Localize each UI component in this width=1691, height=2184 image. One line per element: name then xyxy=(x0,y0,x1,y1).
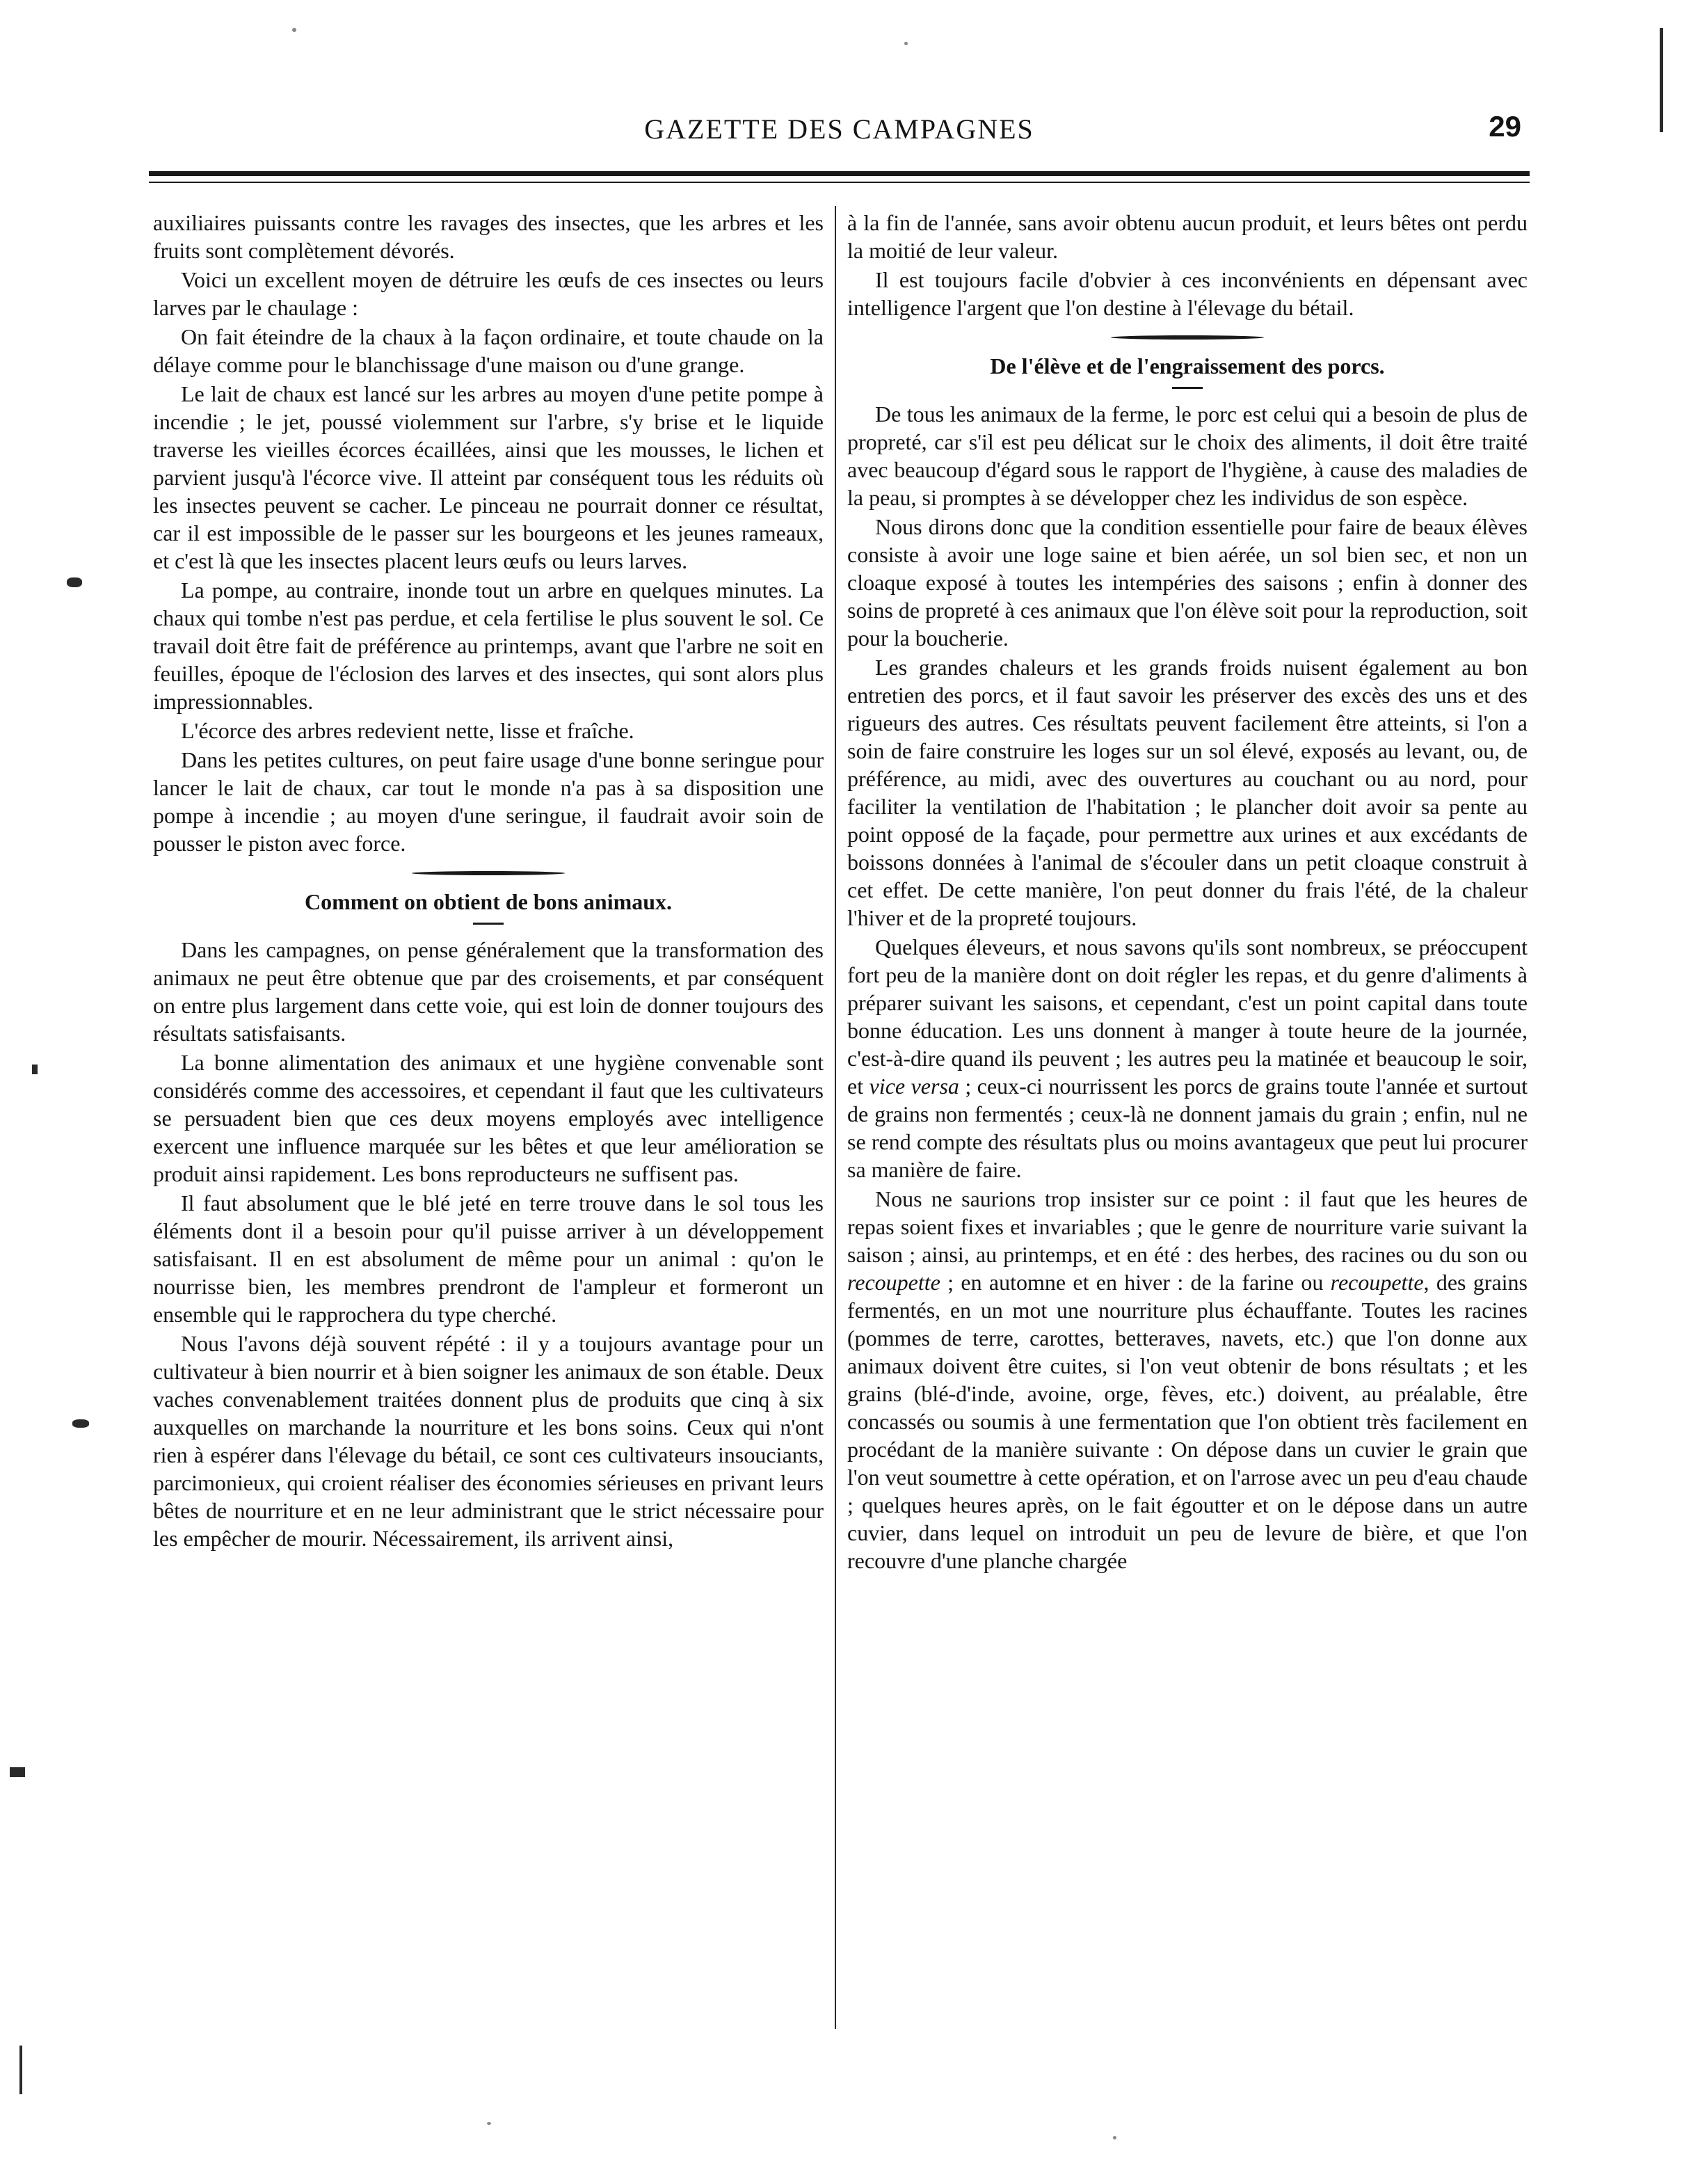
column-divider xyxy=(835,206,836,2029)
scan-blot xyxy=(10,1767,25,1777)
scan-speckle xyxy=(1113,2136,1116,2139)
scan-blot xyxy=(67,577,82,587)
publication-title: GAZETTE DES CAMPAGNES xyxy=(644,113,1034,145)
scan-speckle xyxy=(487,2122,491,2125)
section-heading: De l'élève et de l'engraissement des porcs. xyxy=(990,353,1385,378)
left-column xyxy=(153,209,824,1554)
paragraph: De tous les animaux de la ferme, le porc est celui qui a besoin de plus de propreté, car s'il est peu délicat sur le choix des aliments, il doit être traité avec beaucoup d'égard sous le rapport de l'hygiène, à cause des maladies de la peau, si promptes à se développer chez les individus de son espèce. xyxy=(847,401,1528,510)
paragraph: Il est toujours facile d'obvier à ces inconvénients en dépensant avec intelligence l'argent que l'on destine à l'élevage du bétail. xyxy=(847,267,1528,320)
paragraph: Dans les campagnes, on pense généralement que la transformation des animaux ne peut être obtenue que par des croisements, et par conséquent on entre plus largement dans cette voie, qui est loin de donner toujours des résultats satisfaisants. xyxy=(153,937,824,1046)
italic-text: vice versa xyxy=(869,1074,959,1099)
text-run: Nous ne saurions trop insister sur ce point : il faut que les heures de repas soient fixes et invariables ; que le genre de nourriture varie suivant la saison ; ainsi, au printemps, et en été : des herbes, des racines ou du son ou xyxy=(847,1186,1528,1267)
section-heading: Comment on obtient de bons animaux. xyxy=(304,889,673,914)
page-number: 29 xyxy=(1489,110,1521,143)
scan-blot xyxy=(32,1065,38,1074)
italic-text: recoupette xyxy=(1330,1270,1424,1295)
text-run: ; en automne et en hiver : de la farine ou xyxy=(940,1270,1331,1295)
header-rule-thin xyxy=(149,182,1530,183)
section-separator xyxy=(153,871,824,875)
paragraph: L'écorce des arbres redevient nette, lisse et fraîche. xyxy=(181,718,634,743)
paragraph: La bonne alimentation des animaux et une hygiène convenable sont considérés comme des accessoires, et cependant il faut que les cultivateurs se persuadent bien que ces deux moyens employés avec intelligence exercent une influence marquée sur les bêtes et que leur amélioration se produit ainsi rapidement. Les bons reproducteurs ne suffisent pas. xyxy=(153,1050,824,1186)
text-run: ; ceux-ci nourrissent les porcs de grains toute l'année et surtout de grains non fermentés ; ceux-là ne donnent jamais du grain ; enfin, nul ne se rend compte des résultats plus ou moins avantageux que peut lui procurer sa manière de faire. xyxy=(847,1074,1528,1182)
paragraph: Nous l'avons déjà souvent répété : il y a toujours avantage pour un cultivateur à bien nourrir et à bien soigner les animaux de son étable. Deux vaches convenablement traitées donnent plus de produits que cinq à six auxquelles on marchande la nourriture et les bons soins. Ceux qui n'ont rien à espérer dans l'élevage du bétail, ce sont ces cultivateurs insouciants, parcimonieux, qui croient réaliser des économies sérieuses en privant leurs bêtes de nourriture et en ne leur administrant que le strict nécessaire pour les empêcher de mourir. Nécessairement, ils arrivent ainsi, xyxy=(153,1331,824,1551)
scan-edge-mark xyxy=(19,2046,22,2094)
paragraph: La pompe, au contraire, inonde tout un arbre en quelques minutes. La chaux qui tombe n'est pas perdue, et cela fertilise le plus souvent le sol. Ce travail doit être fait de préférence au printemps, avant que l'arbre ne soit en feuilles, époque de l'éclosion des larves et des insectes, qui sont alors plus impressionnables. xyxy=(153,577,824,714)
scan-edge-mark xyxy=(1660,28,1663,132)
text-run: , des grains fermentés, en un mot une nourriture plus échauffante. Toutes les racines (pommes de terre, carottes, betteraves, navets, etc.) que l'on donne aux animaux doivent être cuites, si l'on veut obtenir de bons résultats ; et les grains (blé-d'inde, avoine, orge, fèves, etc.) doivent, au préalable, être concassés ou soumis à une fermentation que l'on obtient très facilement en procédant de la manière suivante : On dépose dans un cuvier le grain que l'on veut soumettre à cette opération, et on l'arrose avec un peu d'eau chaude ; quelques heures après, on le fait égoutter et on le dépose dans un autre cuvier, dans lequel on introduit un peu de levure de bière, et que l'on recouvre d'une planche chargée xyxy=(847,1270,1528,1573)
paragraph: Voici un excellent moyen de détruire les œufs de ces insectes ou leurs larves par le chaulage : xyxy=(153,267,824,320)
paragraph: Il faut absolument que le blé jeté en terre trouve dans le sol tous les éléments dont il a besoin pour qu'il puisse arriver à un développement satisfaisant. Il en est absolument de même pour un animal : qu'on le nourrisse bien, les membres prendront de l'ampleur et formeront un ensemble qui le rapprochera du type cherché. xyxy=(153,1190,824,1327)
paragraph xyxy=(847,933,1528,1183)
italic-text: recoupette xyxy=(847,1270,940,1295)
heading-rule xyxy=(153,923,824,925)
paragraph: à la fin de l'année, sans avoir obtenu aucun produit, et leurs bêtes ont perdu la moitié de leur valeur. xyxy=(847,210,1528,263)
right-column xyxy=(847,209,1528,1576)
paragraph: auxiliaires puissants contre les ravages des insectes, que les arbres et les fruits sont complètement dévorés. xyxy=(153,210,824,263)
paragraph: Les grandes chaleurs et les grands froids nuisent également au bon entretien des porcs, et il faut savoir les préserver des excès des uns et des rigueurs des autres. Ces résultats peuvent facilement être atteints, si l'on a soin de faire construire les loges sur un sol élevé, exposés au levant, ou, de préférence, au midi, avec des ouvertures au couchant ou au nord, pour faciliter la ventilation de l'habitation ; le plancher doit avoir sa pente au point opposé de la façade, pour permettre aux urines et aux excédants de boissons données à l'animal de s'écouler dans un petit cloaque construit à cet effet. De cette manière, l'on peut donner du frais l'été, de la chaleur l'hiver et de la propreté toujours. xyxy=(847,655,1528,930)
heading-rule xyxy=(847,387,1528,389)
paragraph: Dans les petites cultures, on peut faire usage d'une bonne seringue pour lancer le lait de chaux, car tout le monde n'a pas à sa disposition une pompe à incendie ; au moyen d'une seringue, il faudrait avoir soin de pousser le piston avec force. xyxy=(153,747,824,856)
page-header xyxy=(149,104,1530,153)
paragraph: On fait éteindre de la chaux à la façon ordinaire, et toute chaude on la délaye comme pour le blanchissage d'une maison ou d'une grange. xyxy=(153,324,824,377)
scan-speckle xyxy=(292,28,296,32)
scan-blot xyxy=(72,1419,89,1428)
text-run: Quelques éleveurs, et nous savons qu'ils sont nombreux, se préoccupent fort peu de la manière dont on doit régler les repas, et du genre d'aliments à préparer suivant les saisons, et cependant, c'est un point capital dans toute bonne éducation. Les uns donnent à manger à toute heure de la journée, c'est-à-dire quand ils peuvent ; les autres peu la matinée et beaucoup le soir, et xyxy=(847,934,1528,1099)
paragraph: Nous dirons donc que la condition essentielle pour faire de beaux élèves consiste à avoir une loge saine et bien aérée, un sol bien sec, et non un cloaque exposé à toutes les intempéries des saisons ; enfin à donner des soins de propreté à ces animaux que l'on élève soit pour la reproduction, soit pour la boucherie. xyxy=(847,514,1528,651)
paragraph xyxy=(847,1185,1528,1575)
scan-speckle xyxy=(904,42,908,45)
header-rule-thick xyxy=(149,171,1530,176)
paragraph: Le lait de chaux est lancé sur les arbres au moyen d'une petite pompe à incendie ; le jet, poussé violemment sur l'arbre, s'y brise et le liquide traverse les vieilles écorces écaillées, ainsi que les mousses, le lichen et parvient jusqu'à l'écorce vive. Il atteint par conséquent tous les réduits où les insectes peuvent se cacher. Le pinceau ne pourrait donner ce résultat, car il est impossible de le passer sur les bourgeons et les jeunes rameaux, et c'est là que les insectes placent leurs œufs ou leurs larves. xyxy=(153,381,824,573)
section-separator xyxy=(847,335,1528,340)
